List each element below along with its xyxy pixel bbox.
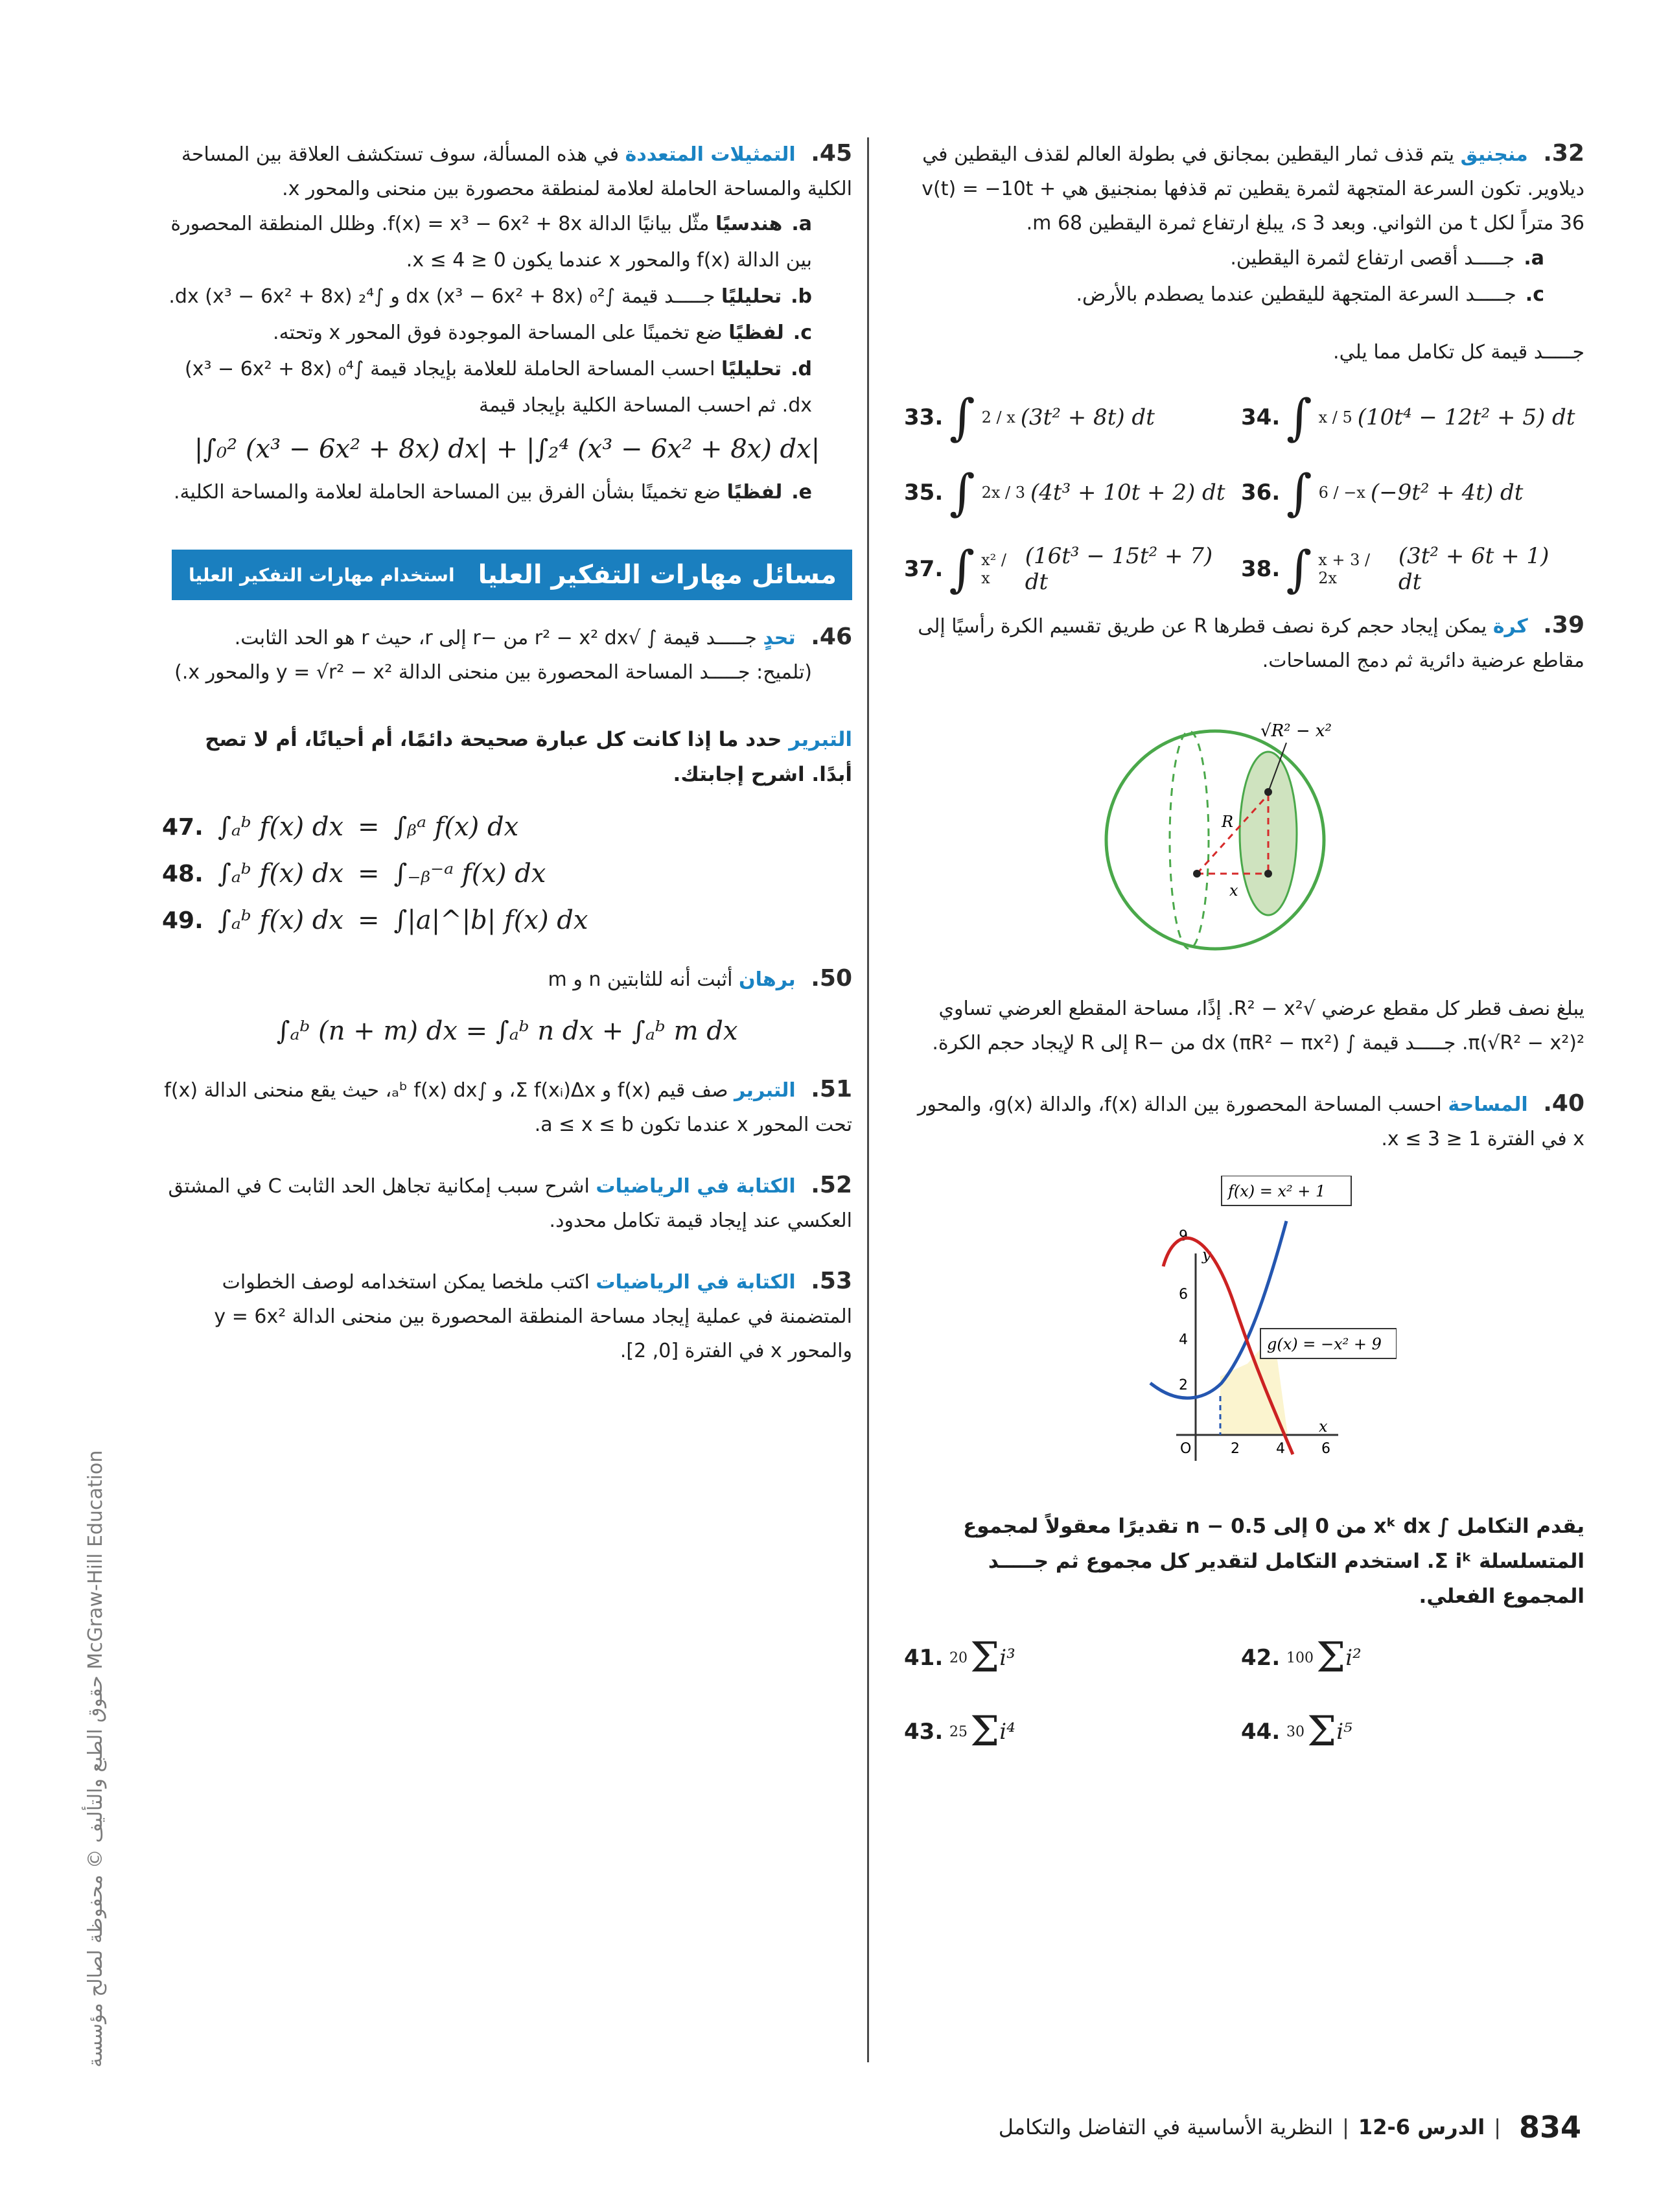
sum-upper: 30 (1286, 1723, 1305, 1740)
item-number: 38. (1241, 556, 1281, 582)
exercise-51 (162, 1072, 852, 1142)
right-column (904, 136, 1584, 1775)
exercise-52 (162, 1168, 852, 1238)
exercise-text: صف قيم f(x) و Σ f(xᵢ)Δx، و ∫ₐᵇ f(x) dx، حيث يقع منحنى الدالة f(x) تحت المحور x عندما تكون a ≤ x ≤ b. (164, 1079, 852, 1136)
sum-upper: 25 (949, 1723, 968, 1740)
exercise-text: احسب المساحة المحصورة بين الدالة f(x)، والدالة g(x)، والمحور x في الفترة 1 ≤ x ≤ 3. (917, 1093, 1584, 1150)
item-number: 48. (162, 860, 203, 887)
x-label: x (1229, 881, 1238, 900)
part-keyword: لفظيًا (726, 481, 783, 504)
sum-upper: 100 (1286, 1649, 1314, 1666)
item-number: 34. (1241, 404, 1281, 430)
integral-grid (904, 388, 1584, 598)
exercise-number: 46. (811, 623, 852, 650)
exercise-46 (162, 620, 852, 655)
exercise-32-a (904, 240, 1544, 277)
exercise-32-c (904, 277, 1544, 313)
exercise-keyword: التبرير (734, 1079, 796, 1102)
sum-term: i⁵ (1336, 1719, 1352, 1745)
banner-title: مسائل مهارات التفكير العليا (478, 560, 837, 590)
total-area-formula: |∫₀² (x³ − 6x² + 8x) dx| + |∫₂⁴ (x³ − 6x² + 8x) dx| (194, 434, 820, 464)
item-number: 49. (162, 907, 203, 934)
part-label: d. (791, 358, 812, 380)
origin-label: O (1180, 1441, 1192, 1457)
integrand: (16t³ − 15t² + 7) dt (1025, 543, 1213, 595)
x-tick-label: 6 (1321, 1441, 1330, 1457)
rhs: ∫ᵦᵃ f(x) dx (393, 812, 519, 842)
sum-item: 44. 30 Σ i⁵ (1241, 1708, 1352, 1756)
limits: 2x / 3 (981, 483, 1026, 502)
sum-item: 43. 25 Σ i⁴ (904, 1708, 1015, 1756)
part-label: c. (1525, 283, 1544, 306)
y-tick-label: 4 (1179, 1332, 1188, 1348)
rhs: ∫₋ᵦ⁻ᵃ f(x) dx (393, 859, 546, 889)
sum-upper: 20 (949, 1649, 968, 1666)
item-number: 44. (1241, 1719, 1281, 1745)
g-label: g(x) = −x² + 9 (1267, 1335, 1382, 1353)
exercise-39 (904, 608, 1584, 678)
exercise-number: 40. (1543, 1090, 1584, 1117)
limits: x + 3 / 2x (1318, 551, 1371, 587)
sphere-dashed-meridian (1170, 731, 1209, 949)
lesson-label: الدرس 6-12 (1358, 2115, 1485, 2139)
exercise-keyword: كرة (1492, 615, 1528, 638)
part-keyword: هندسيًا (715, 213, 783, 235)
exercise-text: جـــــد قيمة ∫ √r² − x² dx من −r إلى r، حيث r هو الحد الثابت. (234, 627, 757, 649)
item-number: 43. (904, 1719, 944, 1745)
exercise-keyword: المساحة (1448, 1093, 1528, 1116)
exercise-text: يتم قذف ثمار اليقطين بمجانق في بطولة العالم لقذف اليقطين في ديلاوير. تكون السرعة المتجهة لثمرة يقطين تم قذفها بمنجنيق هي v(t) = −10t + 36 متراً لكل t من الثواني. وبعد 3 s، يبلغ ارتفاع ثمرة اليقطين 68 m. (922, 143, 1584, 235)
y-tick-label: 2 (1179, 1377, 1188, 1393)
left-column (162, 136, 852, 1368)
exercise-number: 39. (1543, 612, 1584, 638)
exercise-text: أثبت أنه للثابتين n و m (548, 968, 733, 991)
exercise-45-a (162, 206, 812, 279)
rhs: ∫|a|^|b| f(x) dx (393, 905, 588, 935)
property-49: 49. ∫ₐᵇ f(x) dx = ∫|a|^|b| f(x) dx (162, 905, 588, 935)
part-keyword: لفظيًا (728, 321, 784, 344)
exercise-32 (904, 136, 1584, 240)
f-label: f(x) = x² + 1 (1228, 1182, 1326, 1200)
part-label: b. (791, 285, 812, 308)
property-48: 48. ∫ₐᵇ f(x) dx = ∫₋ᵦ⁻ᵃ f(x) dx (162, 859, 546, 889)
exercise-number: 45. (811, 140, 852, 167)
y-axis-label: y (1202, 1246, 1211, 1264)
exercise-45-d (162, 351, 812, 424)
exercise-keyword: الكتابة في الرياضيات (596, 1175, 796, 1198)
sum-term: i⁴ (999, 1719, 1015, 1745)
item-number: 41. (904, 1645, 944, 1671)
item-number: 37. (904, 556, 944, 582)
integral-item: 34. ∫ x / 5 (10t⁴ − 12t² + 5) dt (1241, 388, 1575, 446)
exercise-number: 50. (811, 965, 852, 992)
exercise-number: 51. (811, 1076, 852, 1102)
R-label: R (1222, 813, 1234, 831)
reasoning-text: حدد ما إذا كانت كل عبارة صحيحة دائمًا، أم أحيانًا، أم لا تصح أبدًا. اشرح إجابتك. (205, 728, 852, 786)
limits: x / 5 (1318, 408, 1352, 426)
integral-item: 35. ∫ 2x / 3 (4t³ + 10t + 2) dt (904, 463, 1225, 521)
exercise-45-e (162, 474, 812, 511)
property-47: 47. ∫ₐᵇ f(x) dx = ∫ᵦᵃ f(x) dx (162, 812, 519, 842)
part-text: مثّل بيانيًا الدالة f(x) = x³ − 6x² + 8x. وظلل المنطقة المحصورة بين الدالة f(x) والمحور x عندما يكون 0 ≤ x ≤ 4. (170, 213, 812, 272)
exercise-keyword: الكتابة في الرياضيات (596, 1271, 796, 1294)
integrand: (3t² + 6t + 1) dt (1398, 543, 1549, 595)
y-tick-label: 9 (1179, 1228, 1188, 1244)
y-tick-label: 6 (1179, 1286, 1188, 1303)
part-text: ضع تخمينًا بشأن الفرق بين المساحة الحاملة لعلامة والمساحة الكلية. (173, 481, 721, 504)
lesson-title: النظرية الأساسية في التفاضل والتكامل (998, 2115, 1334, 2139)
sphere-diagram (1085, 704, 1371, 963)
exercise-keyword: التمثيلات المتعددة (625, 143, 796, 166)
integral-item: 38. ∫ x + 3 / 2x (3t² + 6t + 1) dt (1241, 543, 1578, 595)
part-label: e. (791, 481, 812, 504)
exercise-text: اكتب ملخصا يمكن استخدامه لوصف الخطوات المتضمنة في عملية إيجاد مساحة المنطقة المحصورة بين منحنى الدالة y = 6x² والمحور x في الفترة [0, 2]. (214, 1271, 852, 1362)
part-keyword: تحليليًا (721, 285, 782, 308)
sum-item: 42. 100 Σ i² (1241, 1634, 1362, 1682)
sum-item: 41. 20 Σ i³ (904, 1634, 1015, 1682)
exercise-number: 32. (1543, 140, 1584, 167)
item-number: 35. (904, 480, 944, 506)
limits: x² / x (981, 551, 1006, 587)
part-label: a. (791, 213, 812, 235)
exercise-50 (162, 961, 852, 997)
part-text: ضع تخمينًا على المساحة الموجودة فوق المحور x وتحته. (273, 321, 723, 344)
lhs: ∫ₐᵇ f(x) dx (218, 859, 344, 889)
section-center-point (1264, 870, 1272, 878)
column-divider (867, 137, 869, 2062)
part-text: جـــــد السرعة المتجهة لليقطين عندما يصطدم بالأرض. (1076, 283, 1516, 306)
integrand: (10t⁴ − 12t² + 5) dt (1357, 404, 1575, 430)
item-number: 42. (1241, 1645, 1281, 1671)
exercise-number: 53. (811, 1268, 852, 1294)
part-keyword: تحليليًا (721, 358, 782, 380)
sum-term: i³ (999, 1645, 1015, 1671)
page-number: 834 (1518, 2110, 1581, 2145)
root-label: √R² − x² (1260, 721, 1332, 741)
sum-term: i² (1345, 1645, 1362, 1671)
reasoning-instruction (162, 722, 852, 792)
exercise-keyword: تحدٍ (763, 627, 796, 649)
integral-item: 36. ∫ 6 / −x (−9t² + 4t) dt (1241, 463, 1524, 521)
exercise-45-b (162, 279, 812, 315)
exercise-45-c (162, 315, 812, 351)
exercise-keyword: برهان (739, 968, 796, 991)
lhs: ∫ₐᵇ f(x) dx (218, 812, 344, 842)
item-number: 47. (162, 813, 203, 841)
copyright-sidebar: McGraw-Hill Education حقوق الطبع والتأليف © محفوظة لصالح مؤسسة (84, 1450, 107, 2067)
center-point (1193, 870, 1201, 878)
x-axis-label: x (1319, 1417, 1328, 1436)
part-text: احسب المساحة الحاملة للعلامة بإيجاد قيمة ∫₀⁴ (x³ − 6x² + 8x) dx. ثم احسب المساحة الكلية بإيجاد قيمة (184, 358, 812, 417)
page-footer: 834 | الدرس 6-12 | النظرية الأساسية في التفاضل والتكامل (998, 2110, 1581, 2145)
integrand: (−9t² + 4t) dt (1370, 480, 1524, 506)
part-text: جـــــد أقصى ارتفاع لثمرة اليقطين. (1230, 247, 1515, 270)
item-number: 36. (1241, 480, 1281, 506)
exercise-text: في هذه المسألة، سوف تستكشف العلاقة بين المساحة الكلية والمساحة الحاملة لعلامة لمنطقة محصورة بين منحنى والمحور x. (181, 143, 852, 200)
exercise-53 (162, 1264, 852, 1368)
integral-item: 37. ∫ x² / x (16t³ − 15t² + 7) dt (904, 543, 1241, 595)
x-tick-label: 4 (1276, 1441, 1285, 1457)
integrand: (4t³ + 10t + 2) dt (1030, 480, 1225, 506)
limits: 2 / x (981, 408, 1015, 426)
reasoning-keyword: التبرير (789, 728, 852, 751)
sphere-figure (904, 704, 1584, 966)
sum-instruction: يقدم التكامل ∫ xᵏ dx من 0 إلى n − 0.5 تقديرًا معقولاً لمجموع المتسلسلة Σ iᵏ. استخدم التكامل لتقدير كل مجموع ثم جـــــد المجموع الفعلي. (963, 1515, 1584, 1608)
find-each-instruction: جـــــد قيمة كل تكامل مما يلي. (1333, 341, 1584, 364)
exercise-number: 52. (811, 1172, 852, 1198)
lhs: ∫ₐᵇ f(x) dx (218, 905, 344, 935)
limits: 6 / −x (1318, 483, 1365, 502)
integrand: (3t² + 8t) dt (1020, 404, 1155, 430)
exercise-45 (162, 136, 852, 206)
part-text: جـــــد قيمة ∫₀² (x³ − 6x² + 8x) dx و ∫₂⁴ (x³ − 6x² + 8x) dx. (168, 285, 715, 308)
part-label: c. (793, 321, 812, 344)
exercise-40 (904, 1086, 1584, 1156)
part-label: a. (1524, 247, 1544, 270)
integral-item: 33. ∫ 2 / x (3t² + 8t) dt (904, 388, 1155, 446)
item-number: 33. (904, 404, 944, 430)
proof-formula: ∫ₐᵇ (n + m) dx = ∫ₐᵇ n dx + ∫ₐᵇ m dx (276, 1016, 738, 1046)
exercise-text: يمكن إيجاد حجم كرة نصف قطرها R عن طريق تقسيم الكرة رأسيًا إلى مقاطع عرضية دائرية ثم دمج المساحات. (918, 615, 1584, 672)
x-tick-label: 2 (1231, 1441, 1240, 1457)
exercise-46-hint: (تلميح: جـــــد المساحة المحصورة بين منحنى الدالة y = √r² − x² والمحور x.) (174, 661, 812, 684)
sum-grid (904, 1634, 1584, 1756)
exercise-39-text: يبلغ نصف قطر كل مقطع عرضي √R² − x². إذًا، مساحة المقطع العرضي تساوي π(√R² − x²)². جـــــد قيمة ∫ (πR² − πx²) dx من −R إلى R لإيجاد حجم الكرة. (932, 997, 1584, 1054)
function-graph (1124, 1176, 1397, 1480)
exercise-keyword: منجنيق (1460, 143, 1528, 166)
exercise-text: اشرح سبب إمكانية تجاهل الحد الثابت C في المشتق العكسي عند إيجاد قيمة تكامل محدود. (168, 1175, 852, 1232)
banner-subtitle: استخدام مهارات التفكير العليا (188, 564, 455, 586)
hots-banner (172, 550, 852, 600)
graph-figure (904, 1176, 1584, 1483)
